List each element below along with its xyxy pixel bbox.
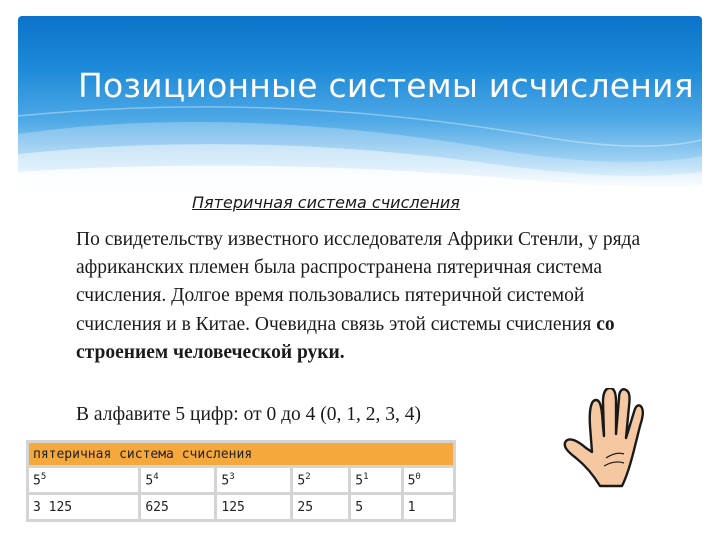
body-paragraph bbox=[76, 226, 656, 367]
table-header-row bbox=[29, 443, 453, 465]
paragraph-bold-text: со строением человеческой руки. bbox=[76, 313, 615, 363]
value-cell: 3 125 bbox=[29, 495, 138, 519]
value-cell: 5 bbox=[351, 495, 400, 519]
powers-table bbox=[26, 440, 456, 522]
value-cell: 1 bbox=[404, 495, 453, 519]
value-cell: 625 bbox=[141, 495, 214, 519]
value-cell: 25 bbox=[293, 495, 348, 519]
paragraph-text: По свидетельству известного исследователя Африки Стенли, у ряда африканских племен была распространена пятеричная система счисления. Долгое время пользовались пятеричной системой счисления и в Китае. Очевидна связь этой системы счисления bbox=[76, 229, 641, 335]
value-cell: 125 bbox=[217, 495, 290, 519]
power-cell: $5^1$ bbox=[351, 468, 400, 492]
section-subtitle: Пятеричная система счисления bbox=[192, 193, 460, 212]
table-header: пятеричная система счисления bbox=[29, 443, 453, 465]
page-title: Позиционные системы исчисления bbox=[78, 66, 694, 105]
table-row-powers bbox=[29, 468, 453, 492]
power-cell: $5^2$ bbox=[293, 468, 348, 492]
table-row-values bbox=[29, 495, 453, 519]
power-cell: $5^4$ bbox=[141, 468, 214, 492]
title-banner bbox=[18, 16, 702, 191]
alphabet-line: В алфавите 5 цифр: от 0 до 4 (0, 1, 2, 3, 4) bbox=[76, 404, 422, 425]
power-cell: $5^3$ bbox=[217, 468, 290, 492]
power-cell: $5^5$ bbox=[29, 468, 138, 492]
power-cell: $5^0$ bbox=[404, 468, 453, 492]
hand-icon bbox=[556, 388, 666, 490]
